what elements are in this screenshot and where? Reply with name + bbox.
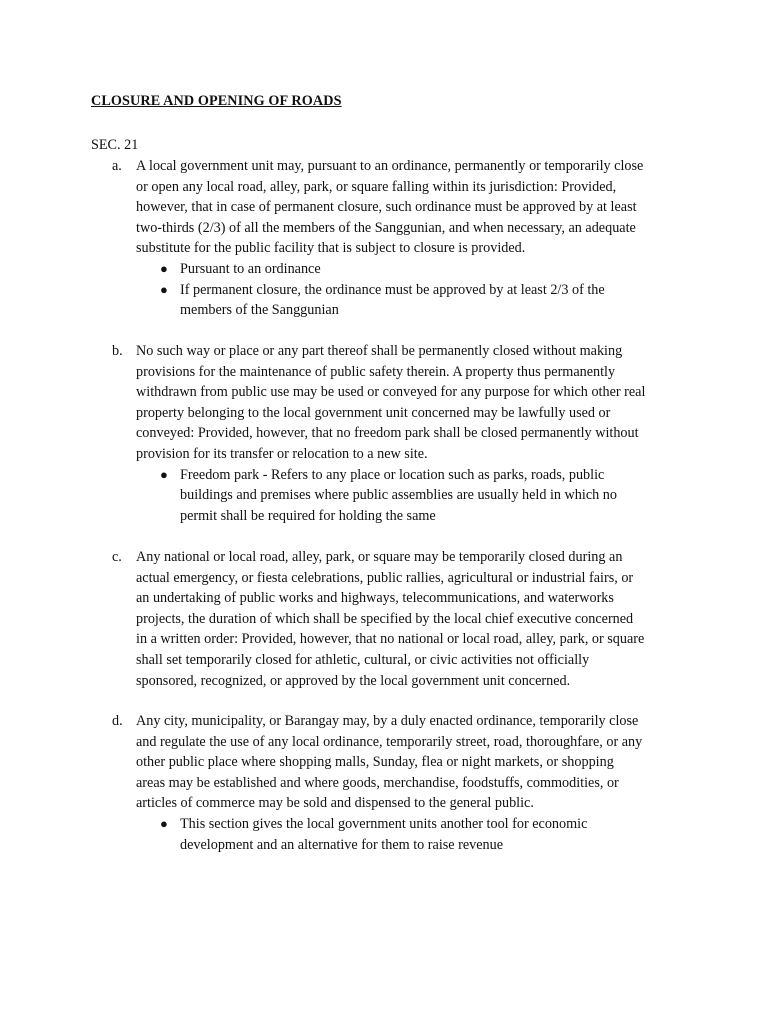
item-marker: b. xyxy=(112,343,123,359)
bullet-line: This section gives the local government units another tool for economic xyxy=(180,815,588,832)
paragraph-line: or open any local road, alley, park, or square falling within its jurisdiction: Provided, xyxy=(136,178,617,195)
paragraph-line: an undertaking of public works and highways, telecommunications, and waterworks xyxy=(136,590,614,607)
document-title: CLOSURE AND OPENING OF ROADS xyxy=(91,93,342,109)
bullet-list xyxy=(136,465,688,527)
bullet-dot-icon: ● xyxy=(160,281,168,297)
bullet-line: permit shall be required for holding the same xyxy=(180,507,436,524)
bullet-line: buildings and premises where public assemblies are usually held in which no xyxy=(180,487,617,504)
paragraph-line: and regulate the use of any local ordinance, temporarily street, road, thoroughfare, or any xyxy=(136,733,643,750)
bullet-dot-icon: ● xyxy=(160,466,168,482)
item-marker: a. xyxy=(112,158,122,174)
paragraph-line: withdrawn from public use may be used or conveyed for any purpose for which other real xyxy=(136,384,646,401)
paragraph-line: provision for its transfer or relocation to a new site. xyxy=(136,445,428,462)
paragraph-line: conveyed: Provided, however, that no freedom park shall be closed permanently without xyxy=(136,425,639,442)
paragraph-line: projects, the duration of which shall be specified by the local chief executive concerned xyxy=(136,610,634,627)
paragraph-line: sponsored, recognized, or approved by the local government unit concerned. xyxy=(136,672,571,689)
paragraph-line: other public place where shopping malls, Sunday, flea or night markets, or shopping xyxy=(136,754,614,771)
bullet-item xyxy=(136,280,688,321)
paragraph-line: shall set temporarily closed for athletic, cultural, or civic activities not officially xyxy=(136,651,590,668)
paragraph-line: two-thirds (2/3) of all the members of the Sanggunian, and when necessary, an adequate xyxy=(136,219,636,236)
paragraph-line: however, that in case of permanent closure, such ordinance must be approved by at least xyxy=(136,199,637,216)
bullet-item xyxy=(136,814,688,855)
paragraph-line: substitute for the public facility that is subject to closure is provided. xyxy=(136,240,526,257)
paragraph-line: property belonging to the local government unit concerned may be lawfully used or xyxy=(136,404,611,421)
paragraph-line: articles of commerce may be sold and dispensed to the general public. xyxy=(136,795,534,812)
item-body xyxy=(136,341,688,526)
paragraph-line: areas may be established and where goods, merchandise, foodstuffs, commodities, or xyxy=(136,774,619,791)
item-body xyxy=(136,547,688,691)
bullet-list xyxy=(136,259,688,321)
bullet-line: Freedom park - Refers to any place or location such as parks, roads, public xyxy=(180,466,605,483)
paragraph-line: in a written order: Provided, however, that no national or local road, alley, park, or square xyxy=(136,631,645,648)
section-label: SEC. 21 xyxy=(91,137,139,153)
paragraph-line: actual emergency, or fiesta celebrations, public rallies, agricultural or industrial fairs, or xyxy=(136,569,634,586)
item-body xyxy=(136,711,688,855)
bullet-item xyxy=(136,465,688,527)
item-body xyxy=(136,156,688,321)
bullet-dot-icon: ● xyxy=(160,815,168,831)
bullet-line: If permanent closure, the ordinance must be approved by at least 2/3 of the xyxy=(180,281,605,298)
bullet-dot-icon: ● xyxy=(160,260,168,276)
bullet-line: members of the Sanggunian xyxy=(180,302,339,319)
paragraph-line: A local government unit may, pursuant to an ordinance, permanently or temporarily close xyxy=(136,158,644,174)
bullet-line: development and an alternative for them to raise revenue xyxy=(180,836,504,853)
item-marker: c. xyxy=(112,549,122,565)
bullet-line: Pursuant to an ordinance xyxy=(180,260,321,277)
bullet-item xyxy=(136,259,688,280)
paragraph-line: Any city, municipality, or Barangay may, by a duly enacted ordinance, temporarily close xyxy=(136,713,639,729)
bullet-list xyxy=(136,814,688,855)
item-marker: d. xyxy=(112,713,123,729)
paragraph-line: provisions for the maintenance of public safety therein. A property thus permanently xyxy=(136,363,616,380)
paragraph-line: No such way or place or any part thereof shall be permanently closed without making xyxy=(136,343,623,359)
paragraph-line: Any national or local road, alley, park, or square may be temporarily closed during an xyxy=(136,549,623,565)
